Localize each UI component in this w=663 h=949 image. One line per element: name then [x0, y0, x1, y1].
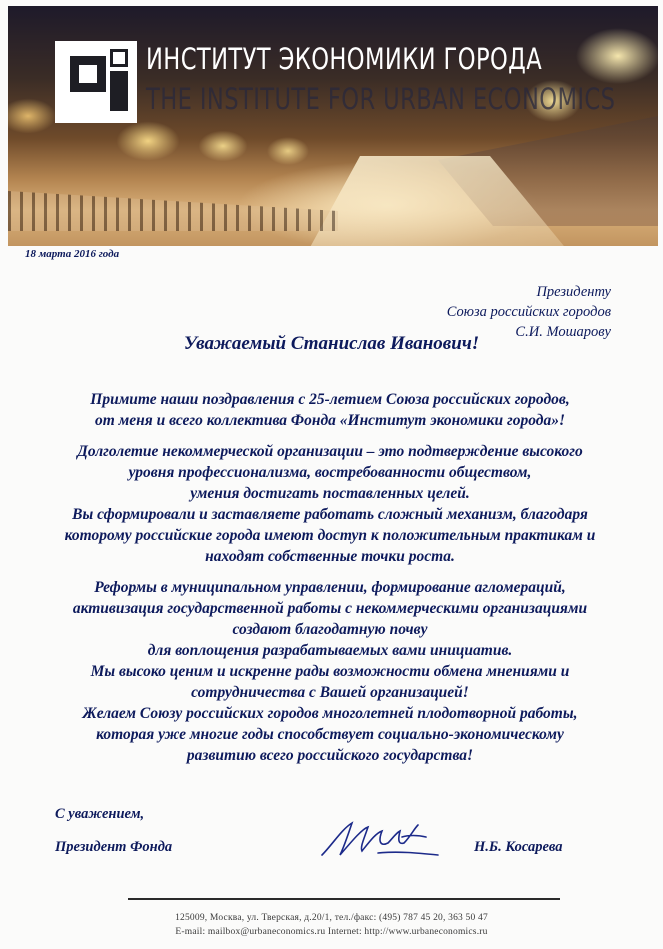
- body-line: уровня профессионализма, востребованности обществом,: [128, 464, 532, 481]
- greeting: Уважаемый Станислав Иванович!: [183, 333, 480, 354]
- body-line: от меня и всего коллектива Фонда «Институт экономики города»!: [94, 412, 566, 429]
- body-line: создают благодатную почву: [232, 621, 428, 638]
- body-line: сотрудничества с Вашей организацией!: [191, 684, 469, 701]
- banner-railing: [8, 181, 338, 231]
- letter-date: 18 марта 2016 года: [25, 248, 120, 260]
- org-name-en: THE INSTITUTE FOR URBAN ECONOMICS: [146, 82, 616, 116]
- handwritten-signature: [318, 815, 443, 865]
- body-line: активизация государственной работы с некоммерческими организациями: [72, 600, 588, 617]
- org-name-ru: ИНСТИТУТ ЭКОНОМИКИ ГОРОДА: [146, 42, 543, 76]
- footer-contacts: E-mail: mailbox@urbaneconomics.ru Internet: http://www.urbaneconomics.ru: [175, 927, 488, 937]
- body-paragraph-reforms: [20, 577, 640, 766]
- body-paragraph-longevity: [20, 441, 640, 567]
- body-line: Желаем Союзу российских городов многолетней плодотворной работы,: [82, 705, 578, 722]
- body-paragraph-congrats: [20, 389, 640, 431]
- body-line: Мы высоко ценим и искренне рады возможности обмена мнениями и: [90, 663, 570, 680]
- body-line: развитию всего российского государства!: [186, 747, 474, 764]
- addressee-name: С.И. Мошарову: [515, 324, 611, 340]
- body-line: находят собственные точки роста.: [205, 548, 455, 565]
- body-line: Вы сформировали и заставляете работать сложный механизм, благодаря: [72, 506, 588, 523]
- header-banner: [8, 6, 658, 246]
- institute-logo-icon: [55, 41, 137, 123]
- addressee-organization: Союза российских городов: [446, 304, 611, 320]
- signer-position: Президент Фонда: [55, 839, 173, 855]
- signer-name: Н.Б. Косарева: [474, 839, 563, 855]
- body-line: для воплощения разрабатываемых вами инициатив.: [147, 642, 513, 659]
- body-line: которая уже многие годы способствует социально-экономическому: [96, 726, 564, 743]
- body-line: Долголетие некоммерческой организации – это подтверждение высокого: [77, 443, 583, 460]
- body-line: Реформы в муниципальном управлении, формирование агломераций,: [94, 579, 566, 596]
- body-line: умения достигать поставленных целей.: [190, 485, 470, 502]
- footer-divider: [128, 898, 560, 900]
- closing-regards: С уважением,: [55, 806, 145, 822]
- addressee-title: Президенту: [536, 284, 611, 300]
- body-line: Примите наши поздравления с 25-летием Союза российских городов,: [90, 391, 570, 408]
- footer-address: 125009, Москва, ул. Тверская, д.20/1, тел./факс: (495) 787 45 20, 363 50 47: [175, 913, 488, 923]
- body-line: которому российские города имеют доступ к положительным практикам и: [64, 527, 596, 544]
